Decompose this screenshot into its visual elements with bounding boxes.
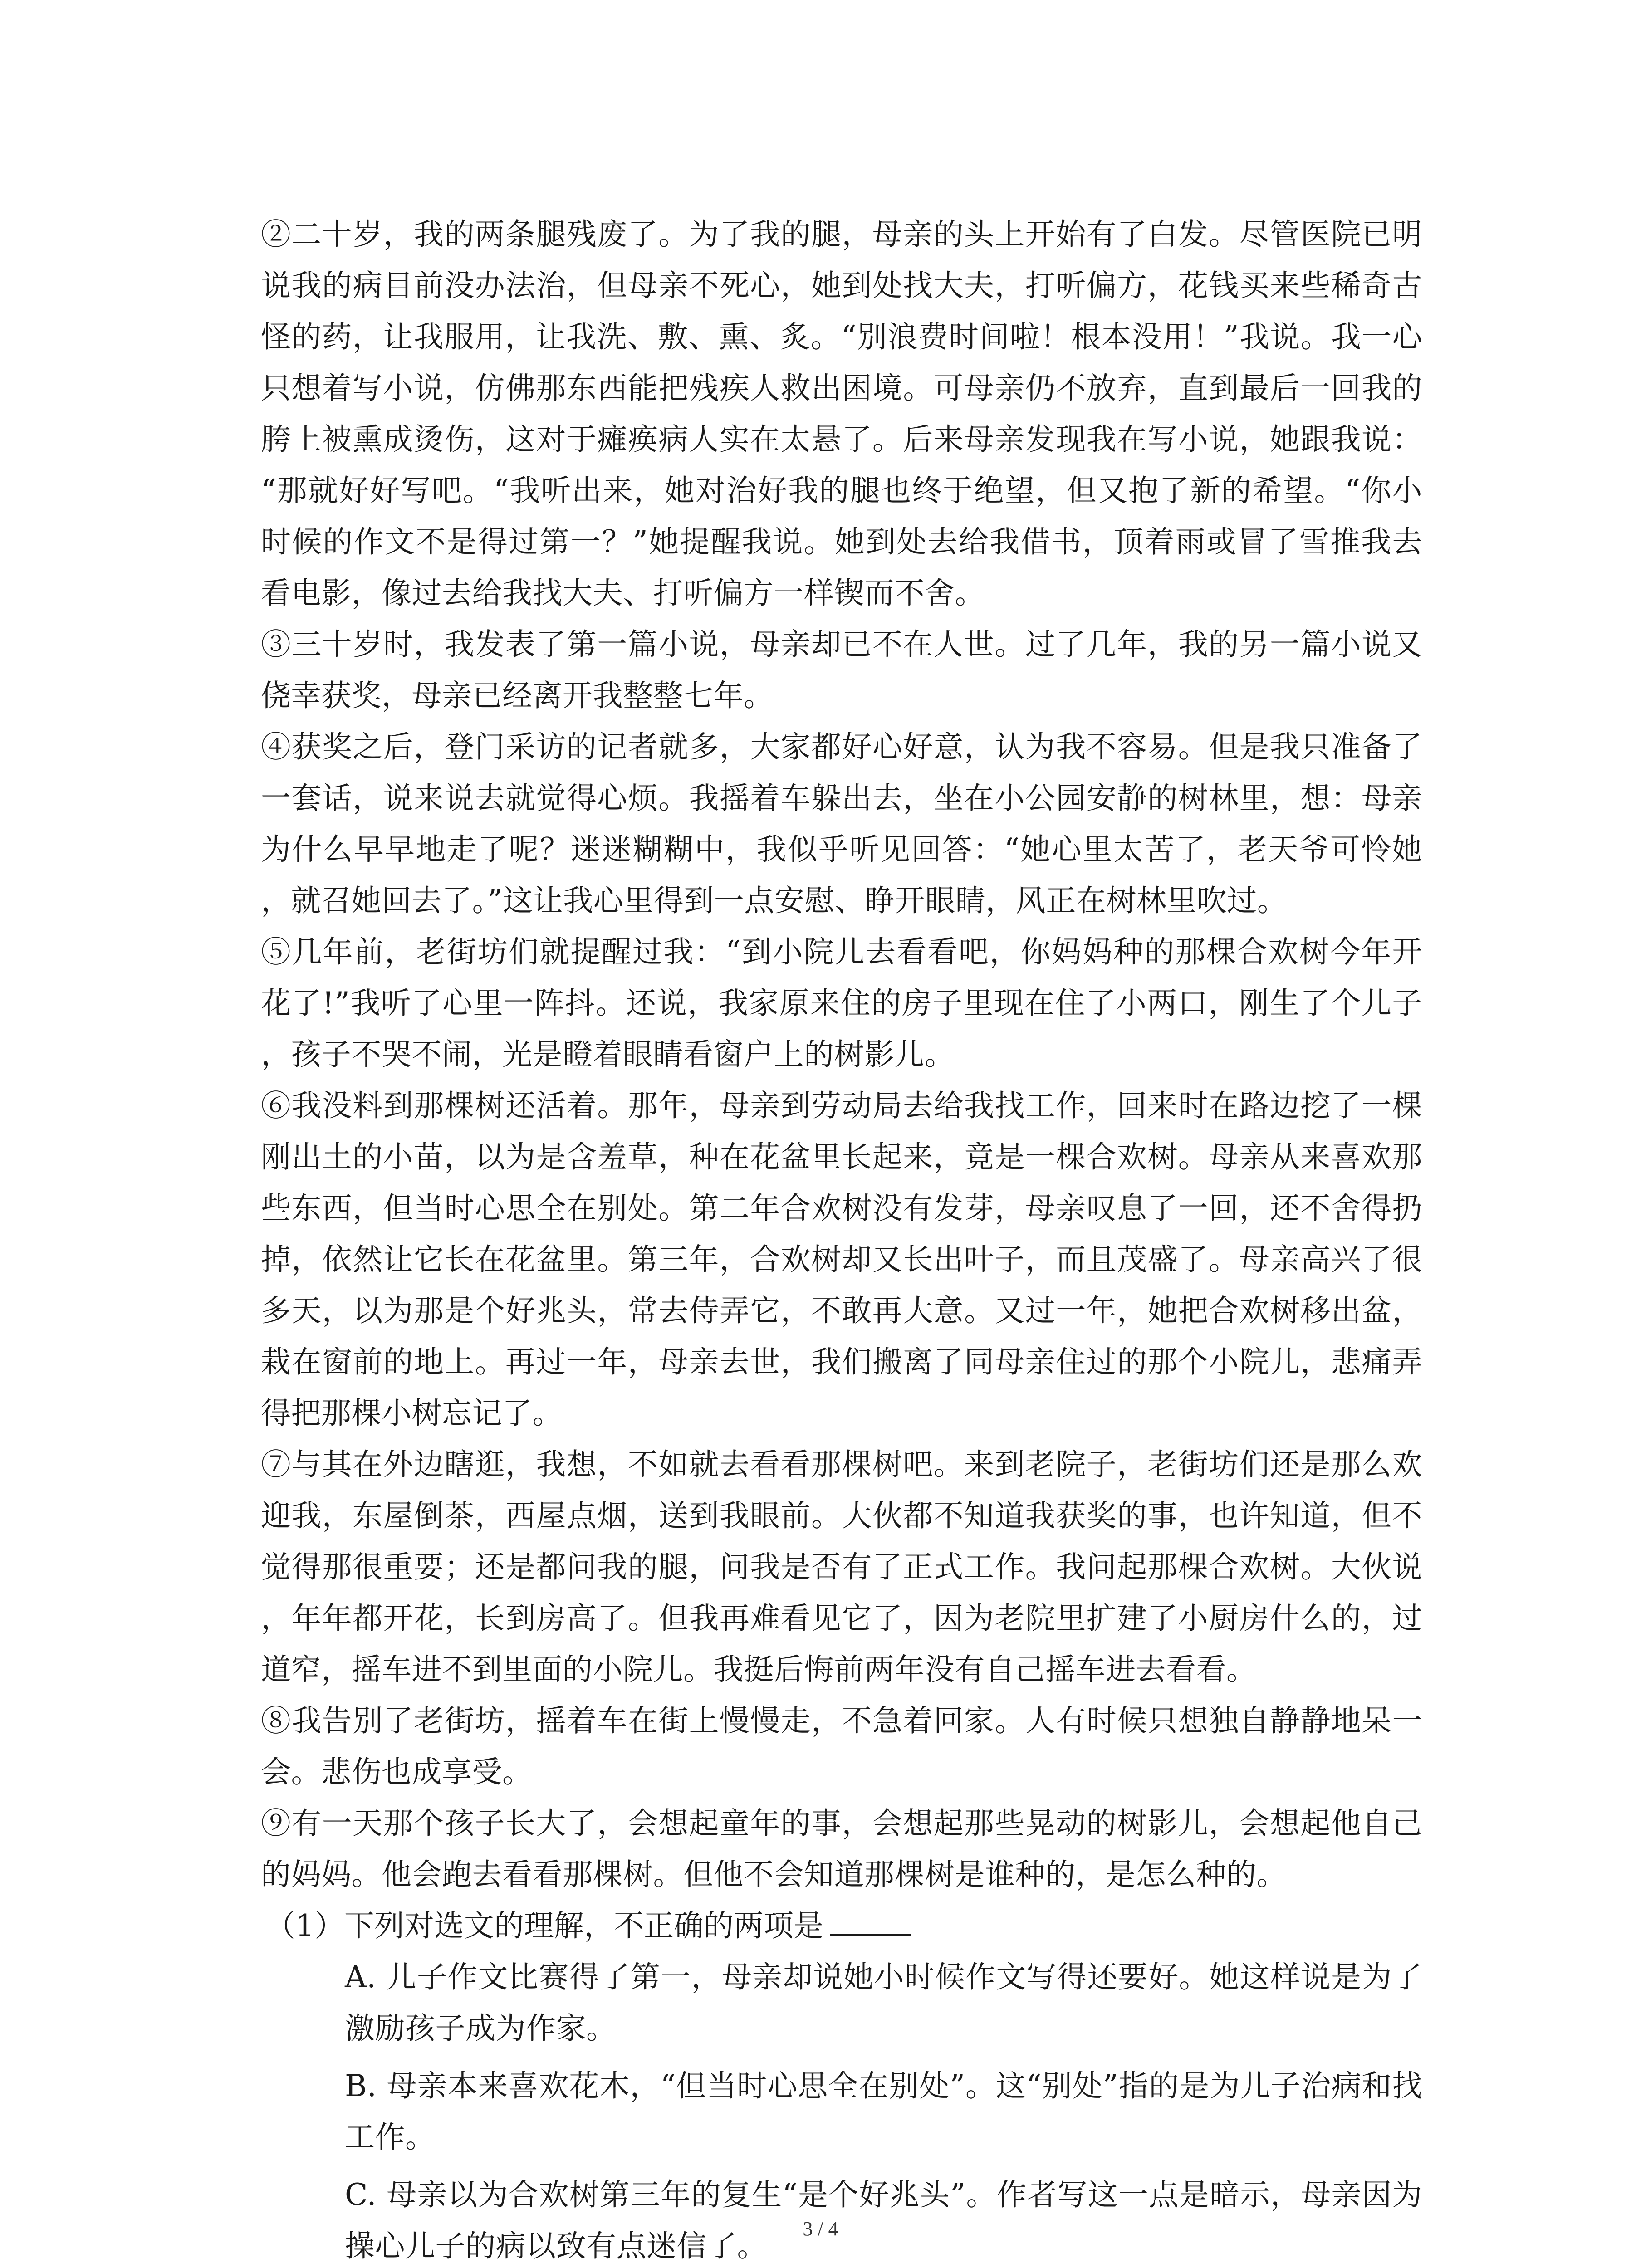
paragraph-4: ④获奖之后，登门采访的记者就多，大家都好心好意，认为我不容易。但是我只准备了一套话，说来说去就觉得心烦。我摇着车躲出去，坐在小公园安静的树林里，想：母亲为什么早早地走了呢？迷迷糊糊中，我似乎听见回答：“她心里太苦了，老天爷可怜她，就召她回去了。”这让我心里得到一点安慰、睁开眼睛，风正在树林里吹过。 bbox=[261, 729, 1422, 918]
question-stem: （1）下列对选文的理解，不正确的两项是 bbox=[265, 1908, 823, 1943]
question-1 bbox=[261, 1900, 1422, 1951]
paragraph-6: ⑥我没料到那棵树还活着。那年，母亲到劳动局去给我找工作，回来时在路边挖了一棵刚出土的小苗，以为是含羞草，种在花盆里长起来，竟是一棵合欢树。母亲从来喜欢那些东西，但当时心思全在别处。第二年合欢树没有发芽，母亲叹息了一回，还不舍得扔掉，依然让它长在花盆里。第三年，合欢树却又长出叶子，而且茂盛了。母亲高兴了很多天，以为那是个好兆头，常去侍弄它，不敢再大意。又过一年，她把合欢树移出盆，栽在窗前的地上。再过一年，母亲去世，我们搬离了同母亲住过的那个小院儿，悲痛弄得把那棵小树忘记了。 bbox=[261, 1088, 1422, 1431]
paragraph-3: ③三十岁时，我发表了第一篇小说，母亲却已不在人世。过了几年，我的另一篇小说又侥幸获奖，母亲已经离开我整整七年。 bbox=[261, 627, 1422, 713]
paragraph-7: ⑦与其在外边瞎逛，我想，不如就去看看那棵树吧。来到老院子，老街坊们还是那么欢迎我，东屋倒茶，西屋点烟，送到我眼前。大伙都不知道我获奖的事，也许知道，但不觉得那很重要；还是都问我的腿，问我是否有了正式工作。我问起那棵合欢树。大伙说，年年都开花，长到房高了。但我再难看见它了，因为老院里扩建了小厨房什么的，过道窄，摇车进不到里面的小院儿。我挺后悔前两年没有自己摇车进去看看。 bbox=[261, 1447, 1422, 1687]
paragraph-5: ⑤几年前，老街坊们就提醒过我：“到小院儿去看看吧，你妈妈种的那棵合欢树今年开花了!”我听了心里一阵抖。还说，我家原来住的房子里现在住了小两口，刚生了个儿子，孩子不哭不闹，光是瞪着眼睛看窗户上的树影儿。 bbox=[261, 934, 1422, 1072]
paragraph-8: ⑧我告别了老街坊，摇着车在街上慢慢走，不急着回家。人有时候只想独自静静地呆一会。悲伤也成享受。 bbox=[261, 1703, 1422, 1789]
page-number: 3 / 4 bbox=[803, 2218, 838, 2240]
answer-blank[interactable] bbox=[830, 1907, 911, 1936]
option-c: C. 母亲以为合欢树第三年的复生“是个好兆头”。作者写这一点是暗示，母亲因为操心儿子的病以致有点迷信了。 bbox=[345, 2177, 1422, 2263]
option-b: B. 母亲本来喜欢花木，“但当时心思全在别处”。这“别处”指的是为儿子治病和找工作。 bbox=[345, 2068, 1422, 2155]
option-a: A. 儿子作文比赛得了第一，母亲却说她小时候作文写得还要好。她这样说是为了激励孩子成为作家。 bbox=[345, 1960, 1422, 2046]
paragraph-2: ②二十岁，我的两条腿残废了。为了我的腿，母亲的头上开始有了白发。尽管医院已明说我的病目前没办法治，但母亲不死心，她到处找大夫，打听偏方，花钱买来些稀奇古怪的药，让我服用，让我洗、敷、熏、炙。“别浪费时间啦！根本没用！”我说。我一心只想着写小说，仿佛那东西能把残疾人救出困境。可母亲仍不放弃，直到最后一回我的胯上被熏成烫伤，这对于瘫痪病人实在太悬了。后来母亲发现我在写小说，她跟我说：“那就好好写吧。“我听出来，她对治好我的腿也终于绝望，但又抱了新的希望。“你小时候的作文不是得过第一？”她提醒我说。她到处去给我借书，顶着雨或冒了雪推我去看电影，像过去给我找大夫、打听偏方一样锲而不舍。 bbox=[261, 217, 1422, 611]
document-body bbox=[261, 209, 1422, 2268]
paragraph-9: ⑨有一天那个孩子长大了，会想起童年的事，会想起那些晃动的树影儿，会想起他自己的妈妈。他会跑去看看那棵树。但他不会知道那棵树是谁种的，是怎么种的。 bbox=[261, 1806, 1422, 1892]
